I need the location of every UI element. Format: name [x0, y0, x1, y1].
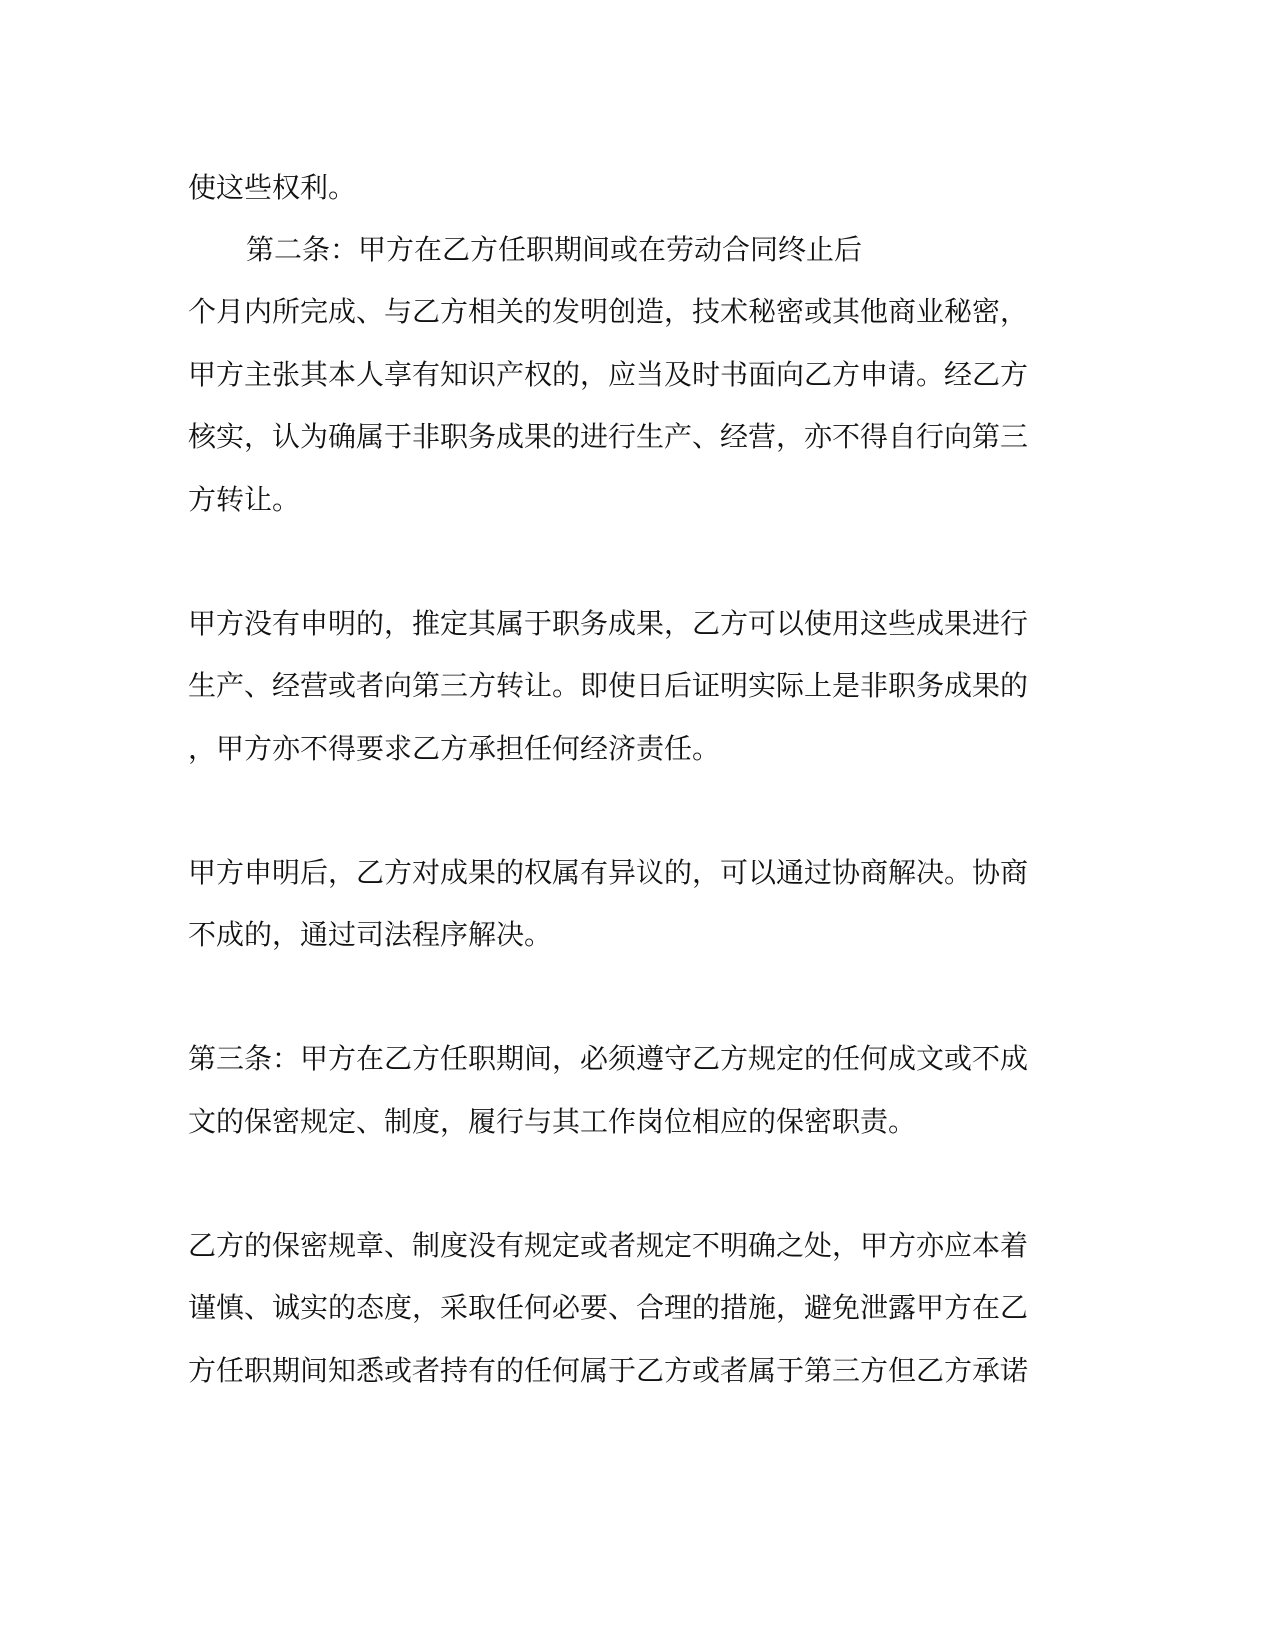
article-2-heading-line: 第二条：甲方在乙方任职期间或在劳动合同终止后: [246, 233, 863, 266]
body-text-line: 生产、经营或者向第三方转让。即使日后证明实际上是非职务成果的: [188, 669, 1029, 702]
article-3-heading-line: 第三条：甲方在乙方任职期间，必须遵守乙方规定的任何成文或不成: [188, 1042, 1029, 1075]
body-text-line: 核实，认为确属于非职务成果的进行生产、经营，亦不得自行向第三: [188, 420, 1029, 453]
body-text-line: 甲方没有申明的，推定其属于职务成果，乙方可以使用这些成果进行: [188, 607, 1029, 640]
body-text-line: 谨慎、诚实的态度，采取任何必要、合理的措施，避免泄露甲方在乙: [188, 1291, 1029, 1324]
body-text-line: 个月内所完成、与乙方相关的发明创造，技术秘密或其他商业秘密，: [188, 295, 1029, 328]
body-text-line: 不成的，通过司法程序解决。: [188, 918, 553, 951]
body-text-line: 文的保密规定、制度，履行与其工作岗位相应的保密职责。: [188, 1105, 917, 1138]
body-text-line: 乙方的保密规章、制度没有规定或者规定不明确之处，甲方亦应本着: [188, 1229, 1029, 1262]
body-text-line: 方转让。: [188, 483, 301, 516]
body-text-line: 方任职期间知悉或者持有的任何属于乙方或者属于第三方但乙方承诺: [188, 1354, 1029, 1387]
body-text-line: 使这些权利。: [188, 171, 357, 204]
body-text-line: 甲方申明后，乙方对成果的权属有异议的，可以通过协商解决。协商: [188, 856, 1029, 889]
body-text-line: ，甲方亦不得要求乙方承担任何经济责任。: [188, 732, 721, 765]
body-text-line: 甲方主张其本人享有知识产权的，应当及时书面向乙方申请。经乙方: [188, 358, 1029, 391]
